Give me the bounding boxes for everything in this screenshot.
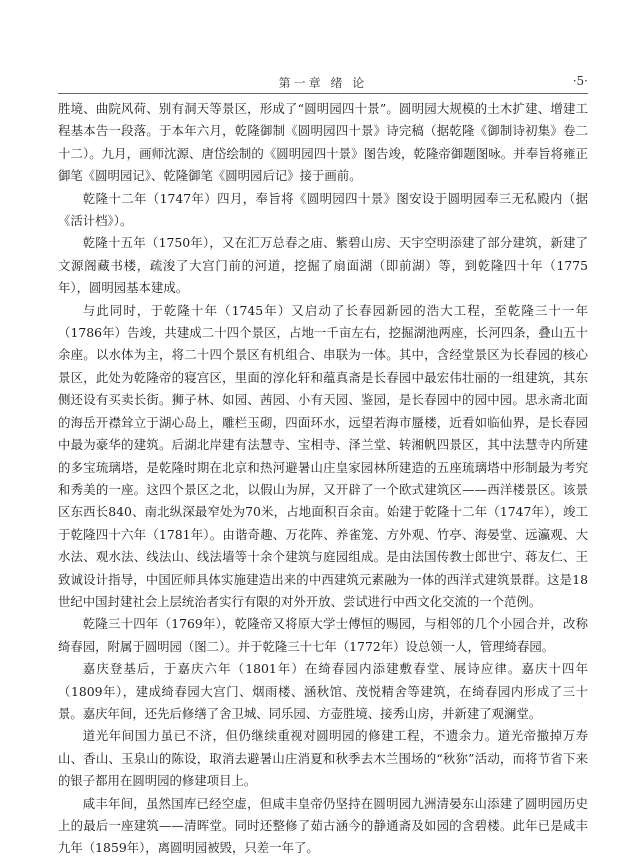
paragraph: 嘉庆登基后，于嘉庆六年（1801年）在绮春园内添建敷春堂、展诗应律。嘉庆十四年（1809年），建成绮春园大宫门、烟雨楼、涵秋馆、茂悦精舍等建筑，在绮春园内形成了三十景。嘉庆年间，还先后修缮了舍卫城、同乐园、方壶胜境、接秀山房，并新建了观澜堂。 bbox=[58, 661, 588, 721]
paragraph: 道光年间国力虽已不济，但仍继续重视对圆明园的修建工程，不遗余力。道光帝撤掉万寿山、香山、玉泉山的陈设，取消去避暑山庄消夏和秋季去木兰围场的“秋狝”活动，而将节省下来的银子都用在圆明园的修建项目上。 bbox=[58, 728, 588, 789]
paragraph: 乾隆三十四年（1769年），乾隆帝又将原大学士傅恒的赐园，与相邻的几个小园合并，改称绮春园，附属于圆明园（图二）。并于乾隆三十七年（1772年）设总领一人，管理绮春园。 bbox=[58, 616, 588, 654]
header-rule bbox=[58, 93, 588, 94]
chapter-title: 第一章 绪 论 bbox=[278, 76, 368, 90]
running-header bbox=[58, 70, 588, 92]
paragraph: 胜境、曲院风荷、别有洞天等景区，形成了“圆明园四十景”。圆明园大规模的土木扩建、增建工程基本告一段落。于本年六月，乾隆御制《圆明园四十景》诗完稿（据乾隆《御制诗初集》卷二十二）。九月，画师沈源、唐岱绘制的《圆明园四十景》图告竣，乾隆帝御题图咏。并奉旨将雍正御笔《圆明园记》、乾隆御笔《圆明园后记》接于画前。 bbox=[58, 101, 588, 184]
paragraph: 乾隆十五年（1750年），又在汇万总春之庙、紫碧山房、天宇空明添建了部分建筑，新建了文源阁藏书楼，疏浚了大宫门前的河道，挖掘了扇面湖（即前湖）等，到乾隆四十年（1775年），圆明园基本建成。 bbox=[58, 235, 588, 296]
paragraph: 与此同时，于乾隆十年（1745年）又启动了长春园新园的浩大工程，至乾隆三十一年（1786年）告竣，共建成二十四个景区，占地一千亩左右，挖掘湖池两座，长河四条，叠山五十余座。以水体为主，将二十四个景区有机组合、串联为一体。其中，含经堂景区为长春园的核心景区，此处为乾隆帝的寝宫区，里面的淳化轩和蕴真斋是长春园中最宏伟壮丽的一组建筑，其东侧还设有买卖长街。狮子林、如园、茜园、小有天园、鉴园，是长春园中的园中园。思永斋北面的海岳开襟耸立于湖心岛上，雕栏玉砌，四面环水，远望若海市蜃楼，近看如临仙界，是长春园中最为豪华的建筑。后湖北岸建有法慧寺、宝相寺、泽兰堂、转湘帆四景区，其中法慧寺内所建的多宝琉璃塔，是乾隆时期在北京和热河避暑山庄皇家园林所建造的五座琉璃塔中形制最为考究和秀美的一座。这四个景区之北，以假山为屏，又开辟了一个欧式建筑区——西洋楼景区。该景区东西长840、南北纵深最窄处为70米，占地面积百余亩。始建于乾隆十二年（1747年），竣工于乾隆四十六年（1781年）。由谐奇趣、万花阵、养雀笼、方外观、竹亭、海晏堂、远瀛观、大水法、观水法、线法山、线法墙等十余个建筑与庭园组成。是由法国传教士郎世宁、蒋友仁、王致诚设计指导，中国匠师具体实施建造出来的中西建筑元素融为一体的西洋式建筑景群。这是18世纪中国封建社会上层统治者实行有限的对外开放、尝试进行中西文化交流的一个范例。 bbox=[58, 302, 588, 609]
page-number: ·5· bbox=[572, 74, 588, 88]
paragraph: 乾隆十二年（1747年）四月，奉旨将《圆明园四十景》图安设于圆明园奉三无私殿内（据《活计档》）。 bbox=[58, 190, 588, 229]
body-text bbox=[58, 98, 588, 860]
paragraph: 咸丰年间，虽然国库已经空虚，但咸丰皇帝仍坚持在圆明园九洲清晏东山添建了圆明园历史上的最后一座建筑——清晖堂。同时还整修了茹古涵今的静通斋及如园的含碧楼。此年已是咸丰九年（1859年），离圆明园被毁，只差一年了。 bbox=[58, 795, 588, 856]
